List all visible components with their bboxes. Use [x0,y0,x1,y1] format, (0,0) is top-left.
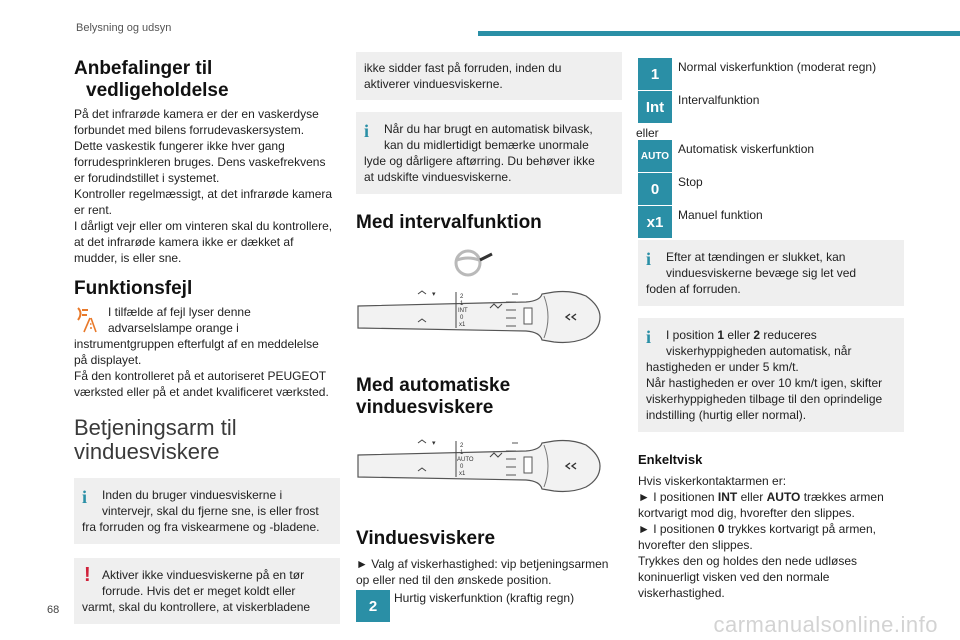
svg-text:1: 1 [460,301,464,307]
legend-item-2: 2 Hurtig viskerfunktion (kraftig regn) [356,590,622,622]
heading-funktionsfejl: Funktionsfejl [74,278,193,299]
wiper-legend [638,58,904,240]
info-callout-taending: i Efter at tændingen er slukket, kan vinduesviskerne bevæge sig let ved foden af forruden. [638,240,904,306]
svg-text:▾: ▾ [432,291,436,298]
info-callout-hastighed: i I position 1 eller 2 reduceres viskerhyppigheden automatisk, når hastigheden er under 5 km/t. Når hastigheden er over 10 km/t igen, skifter viskerhyppigheden tilbage til den oprindelige indstilling (hurtig eller normal). [638,318,904,432]
info-callout-vinter: i Inden du bruger vinduesviskerne i vintervejr, skal du fjerne sne, is eller frost fra forruden og fra viskearmene og -bladene. [74,478,340,544]
column-2 [356,52,622,622]
heading-betjeningsarm: Betjeningsarm til vinduesviskere [74,415,237,464]
watermark: carmanualsonline.info [713,612,938,637]
paragraph-anbefalinger: På det infrarøde kamera er der en vaskerdyse forbundet med bilens forrudevaskersystem. Dette vaskestik fungerer ikke hver gang forrudesprinkleren bruges. Dens vaskefrekvens er forudindstillet i systemet. Kontroller regelmæssigt, at det infrarøde kamera er rent. I dårligt vejr eller om vinteren skal du kontrollere, at det infrarøde kamera ikke er dækket af mudder, is eller sne. [74,107,333,265]
heading-enkeltvisk: Enkeltvisk [638,452,703,467]
svg-text:2: 2 [460,443,464,449]
warning-lamp-icon [74,304,102,334]
svg-text:INT: INT [458,308,468,314]
column-3 [638,58,904,601]
paragraph-viskerhastighed: ► Valg af viskerhastighed: vip betjeningsarmen op eller ned til den ønskede position. [356,557,609,587]
page-number: 68 [47,604,60,616]
legend-item-int: Int Intervalfunktion [638,91,759,123]
warning-icon: ! [84,564,91,586]
legend-item-stop: 0 Stop [638,173,703,205]
paragraph-funktionsfejl: I tilfælde af fejl lyser denne advarselslampe orange i instrumentgruppen efterfulgt af en meddelelse på displayet. Få den kontrolleret på et autoriseret PEUGEOT værksted eller på et andet kvalificeret værksted. [74,305,329,399]
wiper-stalk-interval-diagram [356,284,622,355]
legend-item-manuel: x1 Manuel funktion [638,206,763,238]
warning-callout-continued: ikke sidder fast på forruden, inden du aktiverer vinduesviskerne. [356,52,622,100]
header-accent-bar [478,31,960,36]
heading-automatiske: Med automatiske vinduesviskere [356,375,511,418]
svg-text:1: 1 [460,450,464,456]
stop-badge: 0 [638,173,672,205]
column-1 [74,52,340,624]
warning-callout-tor-forrude: ! Aktiver ikke vinduesviskerne på en tør forrude. Hvis det er meget koldt eller varmt, skal du kontrollere, at viskerbladene [74,558,340,624]
svg-text:0: 0 [460,464,464,470]
info-icon: i [646,249,652,269]
svg-text:0: 0 [460,315,464,321]
speed-2-badge: 2 [356,590,390,622]
interval-badge: Int [638,91,672,123]
paragraph-enkeltvisk: Hvis viskerkontaktarmen er: ► I positionen INT eller AUTO trækkes armen kortvarigt mod dig, hvorefter den slippes. ► I positionen 0 trykkes kortvarigt på armen, hvorefter den slippes. Trykkes den og holdes den nede udløses koninuerligt visken ved den normale viskerhastighed. [638,474,884,600]
svg-text:AUTO: AUTO [457,457,474,463]
info-icon: i [364,121,370,141]
auto-badge: AUTO [638,140,672,172]
svg-text:x1: x1 [459,471,466,477]
info-icon: i [646,327,652,347]
svg-text:▾: ▾ [432,440,436,447]
eller-text: eller [636,126,659,140]
info-callout-bilvask: i Når du har brugt en automatisk bilvask, kan du midlertidigt bemærke unormale lyde og dårligere aftørring. Du behøver ikke at udskifte vinduesviskerne. [356,112,622,194]
heading-anbefalinger: Anbefalinger til vedligeholdelse [74,58,229,101]
svg-text:x1: x1 [459,322,466,328]
steering-wheel-icon [450,248,490,278]
heading-intervalfunktion: Med intervalfunktion [356,212,542,233]
svg-text:2: 2 [460,294,464,300]
legend-item-auto: AUTO Automatisk viskerfunktion [638,140,814,172]
info-icon: i [82,487,88,507]
wiper-stalk-auto-diagram [356,433,622,504]
speed-1-badge: 1 [638,58,672,90]
section-header: Belysning og udsyn [76,22,172,34]
manual-badge: x1 [638,206,672,238]
legend-item-1: 1 Normal viskerfunktion (moderat regn) [638,58,876,90]
heading-vinduesviskere: Vinduesviskere [356,528,496,549]
